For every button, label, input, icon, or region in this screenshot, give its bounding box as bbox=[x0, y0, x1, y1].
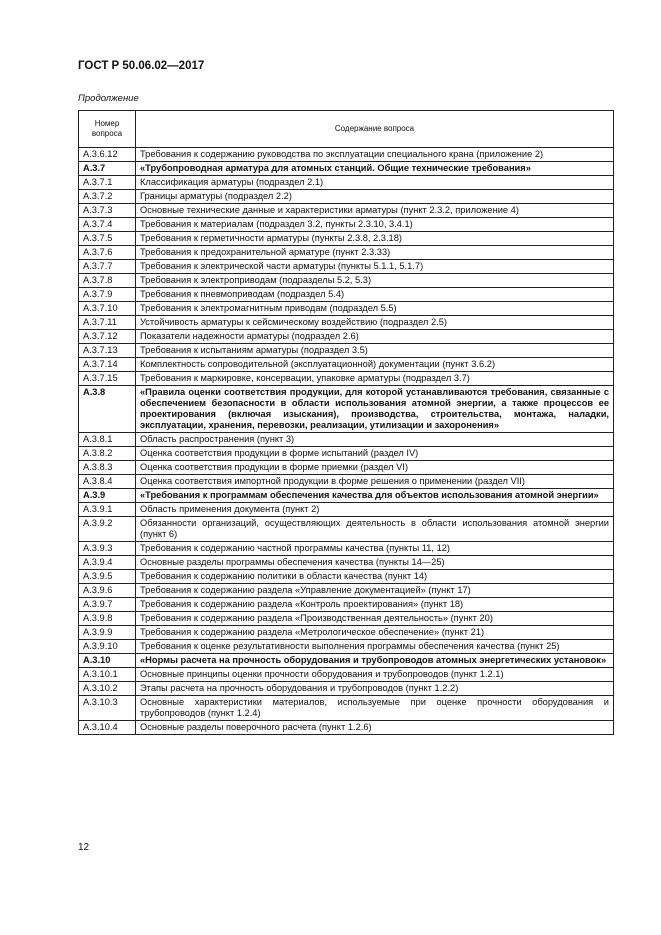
header-question-number: Номер вопроса bbox=[79, 111, 136, 148]
question-content: Основные характеристики материалов, используемые при оценке прочности оборудования и трубопроводов (пункт 1.2.4) bbox=[136, 696, 614, 721]
table-row bbox=[79, 260, 614, 274]
table-row bbox=[79, 162, 614, 176]
question-number: А.3.7.15 bbox=[79, 372, 136, 386]
question-number: А.3.7.10 bbox=[79, 302, 136, 316]
table-row bbox=[79, 542, 614, 556]
question-content: Требования к электроприводам (подразделы 5.2, 5.3) bbox=[136, 274, 614, 288]
question-content: «Требования к программам обеспечения качества для объектов использования атомной энергии» bbox=[136, 489, 614, 503]
question-content: Требования к маркировке, консервации, упаковке арматуры (подраздел 3.7) bbox=[136, 372, 614, 386]
table-row bbox=[79, 696, 614, 721]
table-row bbox=[79, 386, 614, 433]
question-content: Требования к содержанию политики в области качества (пункт 14) bbox=[136, 570, 614, 584]
table-row bbox=[79, 330, 614, 344]
question-content: Границы арматуры (подраздел 2.2) bbox=[136, 190, 614, 204]
question-number: А.3.9.8 bbox=[79, 612, 136, 626]
question-number: А.3.10.4 bbox=[79, 721, 136, 735]
question-content: Требования к содержанию раздела «Метрологическое обеспечение» (пункт 21) bbox=[136, 626, 614, 640]
question-content: Показатели надежности арматуры (подраздел 2.6) bbox=[136, 330, 614, 344]
table-row bbox=[79, 433, 614, 447]
document-id: ГОСТ Р 50.06.02—2017 bbox=[78, 60, 205, 72]
question-number: А.3.9.2 bbox=[79, 517, 136, 542]
question-number: А.3.9.10 bbox=[79, 640, 136, 654]
question-content: Основные разделы поверочного расчета (пункт 1.2.6) bbox=[136, 721, 614, 735]
question-content: Основные технические данные и характеристики арматуры (пункт 2.3.2, приложение 4) bbox=[136, 204, 614, 218]
question-content: Требования к оценке результативности выполнения программы обеспечения качества (пункт 25) bbox=[136, 640, 614, 654]
question-number: А.3.8.4 bbox=[79, 475, 136, 489]
question-number: А.3.10 bbox=[79, 654, 136, 668]
table-row bbox=[79, 612, 614, 626]
table-row bbox=[79, 640, 614, 654]
question-content: Требования к предохранительной арматуре (пункт 2.3.33) bbox=[136, 246, 614, 260]
table-row bbox=[79, 682, 614, 696]
question-content: Требования к содержанию раздела «Контроль проектирования» (пункт 18) bbox=[136, 598, 614, 612]
question-number: А.3.7.14 bbox=[79, 358, 136, 372]
question-number: А.3.7.8 bbox=[79, 274, 136, 288]
table-header-row bbox=[79, 111, 614, 148]
question-content: Требования к электромагнитным приводам (подраздел 5.5) bbox=[136, 302, 614, 316]
question-number: А.3.8 bbox=[79, 386, 136, 433]
question-content: Требования к содержанию частной программы качества (пункты 11, 12) bbox=[136, 542, 614, 556]
question-number: А.3.7.4 bbox=[79, 218, 136, 232]
question-number: А.3.8.3 bbox=[79, 461, 136, 475]
question-number: А.3.9.5 bbox=[79, 570, 136, 584]
table-row bbox=[79, 570, 614, 584]
question-content: Оценка соответствия импортной продукции в форме решения о применении (раздел VII) bbox=[136, 475, 614, 489]
table-row bbox=[79, 176, 614, 190]
table-row bbox=[79, 654, 614, 668]
question-number: А.3.7.1 bbox=[79, 176, 136, 190]
table-row bbox=[79, 190, 614, 204]
table-row bbox=[79, 503, 614, 517]
question-content: Область применения документа (пункт 2) bbox=[136, 503, 614, 517]
question-number: А.3.9.4 bbox=[79, 556, 136, 570]
table-row bbox=[79, 232, 614, 246]
question-number: А.3.7.12 bbox=[79, 330, 136, 344]
question-content: Обязанности организаций, осуществляющих деятельность в области использования атомной энергии (пункт 6) bbox=[136, 517, 614, 542]
page-number: 12 bbox=[78, 842, 90, 853]
question-number: А.3.9.1 bbox=[79, 503, 136, 517]
table-row bbox=[79, 489, 614, 503]
questions-table bbox=[78, 110, 614, 735]
question-number: А.3.9.3 bbox=[79, 542, 136, 556]
question-number: А.3.8.1 bbox=[79, 433, 136, 447]
question-number: А.3.9 bbox=[79, 489, 136, 503]
table-row bbox=[79, 148, 614, 162]
table-row bbox=[79, 461, 614, 475]
question-content: «Трубопроводная арматура для атомных станций. Общие технические требования» bbox=[136, 162, 614, 176]
table-row bbox=[79, 274, 614, 288]
question-content: Комплектность сопроводительной (эксплуатационной) документации (пункт 3.6.2) bbox=[136, 358, 614, 372]
question-number: А.3.7.13 bbox=[79, 344, 136, 358]
question-number: А.3.10.2 bbox=[79, 682, 136, 696]
question-number: А.3.9.6 bbox=[79, 584, 136, 598]
question-number: А.3.7.2 bbox=[79, 190, 136, 204]
question-content: Требования к содержанию раздела «Производственная деятельность» (пункт 20) bbox=[136, 612, 614, 626]
question-number: А.3.7.9 bbox=[79, 288, 136, 302]
question-content: Требования к испытаниям арматуры (подраздел 3.5) bbox=[136, 344, 614, 358]
question-number: А.3.7.5 bbox=[79, 232, 136, 246]
table-row bbox=[79, 668, 614, 682]
table-row bbox=[79, 316, 614, 330]
table-row bbox=[79, 626, 614, 640]
question-content: Требования к содержанию руководства по эксплуатации специального крана (приложение 2) bbox=[136, 148, 614, 162]
question-number: А.3.7.6 bbox=[79, 246, 136, 260]
question-content: Область распространения (пункт 3) bbox=[136, 433, 614, 447]
question-number: А.3.7.3 bbox=[79, 204, 136, 218]
question-content: Требования к электрической части арматуры (пункты 5.1.1, 5.1.7) bbox=[136, 260, 614, 274]
question-content: Основные принципы оценки прочности оборудования и трубопроводов (пункт 1.2.1) bbox=[136, 668, 614, 682]
table-row bbox=[79, 598, 614, 612]
question-content: Основные разделы программы обеспечения качества (пункты 14—25) bbox=[136, 556, 614, 570]
question-content: Классификация арматуры (подраздел 2.1) bbox=[136, 176, 614, 190]
question-content: Устойчивость арматуры к сейсмическому воздействию (подраздел 2.5) bbox=[136, 316, 614, 330]
question-number: А.3.10.3 bbox=[79, 696, 136, 721]
question-content: Оценка соответствия продукции в форме приемки (раздел VI) bbox=[136, 461, 614, 475]
question-number: А.3.6.12 bbox=[79, 148, 136, 162]
question-content: «Нормы расчета на прочность оборудования и трубопроводов атомных энергетических установок» bbox=[136, 654, 614, 668]
question-content: Требования к пневмоприводам (подраздел 5.4) bbox=[136, 288, 614, 302]
table-row bbox=[79, 556, 614, 570]
question-content: Требования к материалам (подраздел 3.2, пункты 2.3.10, 3.4.1) bbox=[136, 218, 614, 232]
table-row bbox=[79, 721, 614, 735]
table-row bbox=[79, 372, 614, 386]
table-row bbox=[79, 344, 614, 358]
continuation-label: Продолжение bbox=[78, 93, 139, 104]
question-content: «Правила оценки соответствия продукции, для которой устанавливаются требования, связанные с обеспечением безопасности в области использования атомной энергии, а также процессов ее проектирования (включая изыскания), производства, строительства, монтажа, наладки, эксплуатации, хранения, перевозки, реализации, утилизации и захоронения» bbox=[136, 386, 614, 433]
question-content: Требования к содержанию раздела «Управление документацией» (пункт 17) bbox=[136, 584, 614, 598]
table-row bbox=[79, 218, 614, 232]
table-row bbox=[79, 447, 614, 461]
table-row bbox=[79, 302, 614, 316]
table-row bbox=[79, 517, 614, 542]
table-row bbox=[79, 584, 614, 598]
table-row bbox=[79, 246, 614, 260]
table-row bbox=[79, 204, 614, 218]
question-number: А.3.7 bbox=[79, 162, 136, 176]
question-number: А.3.9.7 bbox=[79, 598, 136, 612]
question-number: А.3.7.7 bbox=[79, 260, 136, 274]
table-row bbox=[79, 358, 614, 372]
table-body bbox=[79, 148, 614, 735]
question-number: А.3.9.9 bbox=[79, 626, 136, 640]
header-question-content: Содержание вопроса bbox=[136, 111, 614, 148]
question-number: А.3.8.2 bbox=[79, 447, 136, 461]
table-row bbox=[79, 288, 614, 302]
question-content: Оценка соответствия продукции в форме испытаний (раздел IV) bbox=[136, 447, 614, 461]
question-content: Этапы расчета на прочность оборудования и трубопроводов (пункт 1.2.2) bbox=[136, 682, 614, 696]
question-content: Требования к герметичности арматуры (пункты 2.3.8, 2.3.18) bbox=[136, 232, 614, 246]
table-row bbox=[79, 475, 614, 489]
question-number: А.3.10.1 bbox=[79, 668, 136, 682]
question-number: А.3.7.11 bbox=[79, 316, 136, 330]
